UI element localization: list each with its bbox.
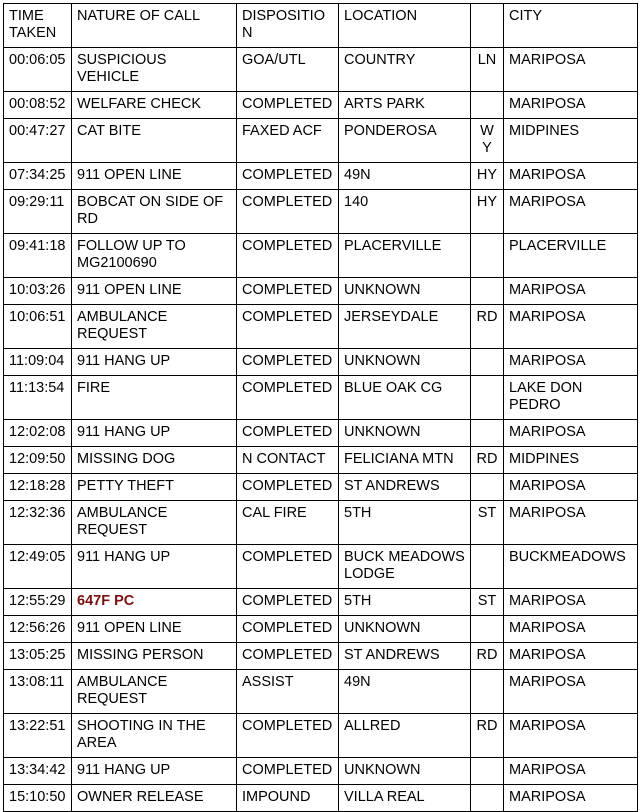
cell-time: 13:34:42	[4, 758, 72, 785]
cell-city: MARIPOSA	[504, 163, 638, 190]
cell-city: PLACERVILLE	[504, 234, 638, 278]
cell-time: 10:03:26	[4, 278, 72, 305]
cell-location: 140	[339, 190, 471, 234]
cell-time: 15:10:50	[4, 785, 72, 812]
cell-location: FELICIANA MTN	[339, 447, 471, 474]
cell-time: 11:09:04	[4, 349, 72, 376]
cell-disposition: COMPLETED	[237, 758, 339, 785]
cell-nature: AMBULANCE REQUEST	[72, 670, 237, 714]
table-row	[4, 589, 638, 616]
cell-suffix	[471, 376, 504, 420]
cell-disposition: COMPLETED	[237, 714, 339, 758]
header-city: CITY	[504, 4, 638, 48]
cell-city: MARIPOSA	[504, 758, 638, 785]
cell-city: MARIPOSA	[504, 48, 638, 92]
cell-nature: 911 OPEN LINE	[72, 163, 237, 190]
cell-nature: CAT BITE	[72, 119, 237, 163]
table-row	[4, 643, 638, 670]
cell-suffix	[471, 670, 504, 714]
cell-nature: SUSPICIOUS VEHICLE	[72, 48, 237, 92]
table-row	[4, 616, 638, 643]
cell-time: 13:22:51	[4, 714, 72, 758]
cell-suffix: HY	[471, 190, 504, 234]
cell-city: MARIPOSA	[504, 349, 638, 376]
cell-time: 12:02:08	[4, 420, 72, 447]
table-row	[4, 785, 638, 812]
cell-location: UNKNOWN	[339, 349, 471, 376]
cell-suffix	[471, 545, 504, 589]
header-location: LOCATION	[339, 4, 471, 48]
cell-location: PONDEROSA	[339, 119, 471, 163]
cell-location: 49N	[339, 163, 471, 190]
cell-nature: AMBULANCE REQUEST	[72, 305, 237, 349]
cell-disposition: COMPLETED	[237, 163, 339, 190]
cell-disposition: FAXED ACF	[237, 119, 339, 163]
cell-location: ARTS PARK	[339, 92, 471, 119]
cell-suffix: RD	[471, 305, 504, 349]
cell-disposition: CAL FIRE	[237, 501, 339, 545]
cell-city: MARIPOSA	[504, 670, 638, 714]
cell-time: 11:13:54	[4, 376, 72, 420]
table-row	[4, 758, 638, 785]
cell-time: 00:47:27	[4, 119, 72, 163]
header-disposition: DISPOSITION	[237, 4, 339, 48]
cell-suffix	[471, 349, 504, 376]
table-row	[4, 349, 638, 376]
cell-suffix	[471, 92, 504, 119]
cell-time: 13:05:25	[4, 643, 72, 670]
cell-suffix: ST	[471, 589, 504, 616]
cell-disposition: COMPLETED	[237, 376, 339, 420]
cell-time: 12:55:29	[4, 589, 72, 616]
cell-suffix: RD	[471, 643, 504, 670]
table-row	[4, 305, 638, 349]
cell-time: 09:29:11	[4, 190, 72, 234]
cell-nature: FIRE	[72, 376, 237, 420]
cell-location: COUNTRY	[339, 48, 471, 92]
cell-location: UNKNOWN	[339, 616, 471, 643]
cell-time: 09:41:18	[4, 234, 72, 278]
table-row	[4, 545, 638, 589]
cell-nature: MISSING PERSON	[72, 643, 237, 670]
table-row	[4, 163, 638, 190]
cell-time: 10:06:51	[4, 305, 72, 349]
cell-nature: AMBULANCE REQUEST	[72, 501, 237, 545]
table-row	[4, 278, 638, 305]
table-row	[4, 501, 638, 545]
cell-city: BUCKMEADOWS	[504, 545, 638, 589]
cell-city: MIDPINES	[504, 119, 638, 163]
cell-time: 12:09:50	[4, 447, 72, 474]
cell-suffix	[471, 234, 504, 278]
cell-disposition: COMPLETED	[237, 589, 339, 616]
cell-nature: MISSING DOG	[72, 447, 237, 474]
cell-time: 12:32:36	[4, 501, 72, 545]
cell-nature: PETTY THEFT	[72, 474, 237, 501]
cell-disposition: COMPLETED	[237, 474, 339, 501]
call-log-table	[3, 3, 638, 812]
cell-disposition: GOA/UTL	[237, 48, 339, 92]
header-time: TIME TAKEN	[4, 4, 72, 48]
cell-location: ALLRED	[339, 714, 471, 758]
table-row	[4, 48, 638, 92]
cell-time: 00:08:52	[4, 92, 72, 119]
cell-city: MARIPOSA	[504, 278, 638, 305]
cell-disposition: IMPOUND	[237, 785, 339, 812]
cell-nature: WELFARE CHECK	[72, 92, 237, 119]
cell-location: VILLA REAL	[339, 785, 471, 812]
cell-location: BLUE OAK CG	[339, 376, 471, 420]
cell-time: 12:56:26	[4, 616, 72, 643]
cell-disposition: N CONTACT	[237, 447, 339, 474]
cell-nature: 911 HANG UP	[72, 420, 237, 447]
cell-nature: 911 OPEN LINE	[72, 616, 237, 643]
cell-disposition: COMPLETED	[237, 92, 339, 119]
table-row	[4, 420, 638, 447]
cell-suffix: WY	[471, 119, 504, 163]
cell-disposition: ASSIST	[237, 670, 339, 714]
cell-location: 49N	[339, 670, 471, 714]
cell-location: PLACERVILLE	[339, 234, 471, 278]
cell-suffix: RD	[471, 714, 504, 758]
cell-location: JERSEYDALE	[339, 305, 471, 349]
cell-nature: BOBCAT ON SIDE OF RD	[72, 190, 237, 234]
cell-disposition: COMPLETED	[237, 616, 339, 643]
cell-location: UNKNOWN	[339, 278, 471, 305]
cell-city: MARIPOSA	[504, 616, 638, 643]
table-row	[4, 670, 638, 714]
cell-nature: 911 OPEN LINE	[72, 278, 237, 305]
cell-disposition: COMPLETED	[237, 643, 339, 670]
cell-location: ST ANDREWS	[339, 643, 471, 670]
cell-nature: OWNER RELEASE	[72, 785, 237, 812]
cell-time: 07:34:25	[4, 163, 72, 190]
cell-suffix: LN	[471, 48, 504, 92]
header-nature: NATURE OF CALL	[72, 4, 237, 48]
table-row	[4, 190, 638, 234]
cell-time: 12:49:05	[4, 545, 72, 589]
table-row	[4, 92, 638, 119]
cell-suffix	[471, 420, 504, 447]
cell-location: UNKNOWN	[339, 420, 471, 447]
cell-disposition: COMPLETED	[237, 420, 339, 447]
cell-suffix	[471, 785, 504, 812]
cell-disposition: COMPLETED	[237, 190, 339, 234]
cell-city: MIDPINES	[504, 447, 638, 474]
cell-suffix	[471, 474, 504, 501]
cell-disposition: COMPLETED	[237, 234, 339, 278]
cell-location: ST ANDREWS	[339, 474, 471, 501]
cell-city: MARIPOSA	[504, 190, 638, 234]
cell-city: MARIPOSA	[504, 785, 638, 812]
cell-city: MARIPOSA	[504, 643, 638, 670]
cell-nature: SHOOTING IN THE AREA	[72, 714, 237, 758]
table-row	[4, 119, 638, 163]
table-row	[4, 474, 638, 501]
cell-disposition: COMPLETED	[237, 545, 339, 589]
cell-nature: 647F PC	[72, 589, 237, 616]
header-suffix	[471, 4, 504, 48]
cell-time: 12:18:28	[4, 474, 72, 501]
cell-time: 00:06:05	[4, 48, 72, 92]
table-row	[4, 376, 638, 420]
cell-suffix	[471, 758, 504, 785]
table-row	[4, 447, 638, 474]
cell-city: MARIPOSA	[504, 420, 638, 447]
cell-disposition: COMPLETED	[237, 305, 339, 349]
call-log	[3, 3, 638, 812]
cell-nature: 911 HANG UP	[72, 758, 237, 785]
cell-suffix: RD	[471, 447, 504, 474]
cell-suffix	[471, 278, 504, 305]
header-row	[4, 4, 638, 48]
cell-suffix: HY	[471, 163, 504, 190]
cell-time: 13:08:11	[4, 670, 72, 714]
cell-city: MARIPOSA	[504, 501, 638, 545]
cell-disposition: COMPLETED	[237, 278, 339, 305]
cell-location: 5TH	[339, 501, 471, 545]
cell-disposition: COMPLETED	[237, 349, 339, 376]
cell-city: MARIPOSA	[504, 92, 638, 119]
cell-location: UNKNOWN	[339, 758, 471, 785]
cell-nature: 911 HANG UP	[72, 349, 237, 376]
cell-suffix	[471, 616, 504, 643]
cell-city: LAKE DON PEDRO	[504, 376, 638, 420]
cell-city: MARIPOSA	[504, 474, 638, 501]
cell-city: MARIPOSA	[504, 714, 638, 758]
cell-nature: FOLLOW UP TO MG2100690	[72, 234, 237, 278]
cell-city: MARIPOSA	[504, 589, 638, 616]
cell-nature: 911 HANG UP	[72, 545, 237, 589]
cell-location: 5TH	[339, 589, 471, 616]
table-row	[4, 714, 638, 758]
cell-location: BUCK MEADOWS LODGE	[339, 545, 471, 589]
table-row	[4, 234, 638, 278]
cell-suffix: ST	[471, 501, 504, 545]
cell-city: MARIPOSA	[504, 305, 638, 349]
